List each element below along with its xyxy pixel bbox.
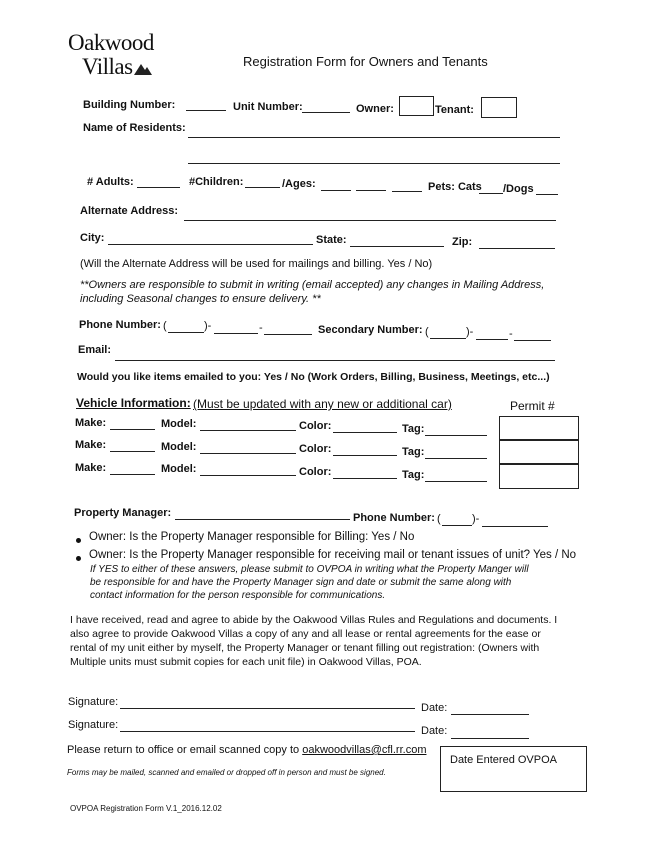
phone-area-close: )-: [204, 320, 212, 332]
forms-note: Forms may be mailed, scanned and emailed or dropped off in person and must be signed.: [67, 768, 386, 777]
return-email-link[interactable]: oakwoodvillas@cfl.rr.com: [302, 744, 427, 756]
form-version-footer: OVPOA Registration Form V.1_2016.12.02: [70, 804, 222, 813]
secondary-dash: -: [509, 328, 513, 340]
building-number-label: Building Number:: [83, 99, 176, 111]
adults-field[interactable]: [137, 187, 180, 188]
secondary-area-open: (: [425, 326, 429, 338]
alt-address-note: (Will the Alternate Address will be used for mailings and billing. Yes / No): [80, 258, 433, 270]
signature-label-1: Signature:: [68, 696, 119, 708]
adults-label: # Adults:: [87, 176, 134, 188]
pm-billing-question: Owner: Is the Property Manager responsible for Billing: Yes / No: [89, 531, 415, 543]
make-label-3: Make:: [75, 462, 107, 474]
make-label-1: Make:: [75, 417, 107, 429]
secondary-prefix-field[interactable]: [476, 339, 508, 340]
model-field-2[interactable]: [200, 453, 296, 454]
make-label-2: Make:: [75, 439, 107, 451]
agreement-line-2: also agree to provide Oakwood Villas a copy of any and all lease or rental agreements for the ease or: [70, 628, 541, 640]
permit-box-1[interactable]: [499, 416, 579, 440]
italic-note-line-2: be responsible for and have the Property Manager sign and date or submit the same along with: [90, 577, 512, 588]
age-field-2[interactable]: [356, 190, 386, 191]
ages-label: /Ages:: [282, 178, 316, 190]
secondary-area-field[interactable]: [430, 338, 466, 339]
tag-label-1: Tag:: [402, 423, 425, 435]
signature-field-1[interactable]: [120, 708, 415, 709]
pm-mail-question: Owner: Is the Property Manager responsible for receiving mail or tenant issues of unit? Yes / No: [89, 549, 577, 561]
unit-number-field[interactable]: [302, 112, 350, 113]
age-field-3[interactable]: [392, 191, 422, 192]
residents-field-2[interactable]: [188, 163, 560, 164]
make-field-2[interactable]: [110, 451, 155, 452]
dogs-field[interactable]: [536, 194, 558, 195]
pm-phone-area-field[interactable]: [442, 525, 472, 526]
signature-label-2: Signature:: [68, 719, 119, 731]
property-manager-field[interactable]: [175, 519, 350, 520]
tag-label-2: Tag:: [402, 446, 425, 458]
model-label-1: Model:: [161, 418, 197, 430]
secondary-line-field[interactable]: [514, 340, 551, 341]
agreement-line-4: Multiple units must submit copies for each unit file) in Oakwood Villas, POA.: [70, 656, 422, 668]
phone-line-field[interactable]: [264, 334, 312, 335]
pm-phone-close: )-: [472, 513, 480, 525]
owner-note-line-1: **Owners are responsible to submit in writing (email accepted) any changes in Mailing Address,: [80, 279, 545, 291]
email-label: Email:: [78, 344, 112, 356]
children-field[interactable]: [245, 187, 280, 188]
model-label-3: Model:: [161, 463, 197, 475]
bullet-2: [76, 556, 81, 561]
phone-prefix-field[interactable]: [214, 333, 258, 334]
cats-field[interactable]: [479, 193, 503, 194]
date-label-1: Date:: [421, 702, 448, 714]
building-number-field[interactable]: [186, 110, 226, 111]
tenant-checkbox[interactable]: [481, 97, 517, 118]
italic-note-line-1: If YES to either of these answers, please submit to OVPOA in writing what the Property Manger will: [90, 564, 529, 575]
pm-phone-open: (: [437, 513, 441, 525]
owner-label: Owner:: [356, 103, 394, 115]
tag-field-2[interactable]: [425, 458, 487, 459]
dogs-label: /Dogs: [503, 183, 534, 195]
color-label-2: Color:: [299, 443, 332, 455]
date-entered-label: Date Entered OVPOA: [450, 754, 557, 766]
vehicle-heading: Vehicle Information:: [76, 396, 191, 410]
date-entered-box: [440, 746, 587, 792]
page-title: Registration Form for Owners and Tenants: [243, 54, 488, 69]
email-items-question: Would you like items emailed to you: Yes / No (Work Orders, Billing, Business, Meetings, etc...): [77, 371, 550, 383]
date-field-2[interactable]: [451, 738, 529, 739]
make-field-3[interactable]: [110, 474, 155, 475]
unit-number-label: Unit Number:: [233, 101, 303, 113]
age-field-1[interactable]: [321, 190, 351, 191]
bullet-1: [76, 538, 81, 543]
pm-phone-label: Phone Number:: [353, 512, 435, 524]
tenant-label: Tenant:: [435, 104, 474, 116]
secondary-number-label: Secondary Number:: [318, 324, 423, 336]
state-field[interactable]: [350, 246, 444, 247]
tag-label-3: Tag:: [402, 469, 425, 481]
city-field[interactable]: [108, 244, 313, 245]
phone-area-field[interactable]: [168, 332, 204, 333]
date-field-1[interactable]: [451, 714, 529, 715]
logo-line-1: Oakwood: [68, 30, 154, 55]
owner-checkbox[interactable]: [399, 96, 434, 116]
agreement-line-1: I have received, read and agree to abide by the Oakwood Villas Rules and Regulations and documents. I: [70, 614, 558, 626]
phone-label: Phone Number:: [79, 319, 161, 331]
residents-label: Name of Residents:: [83, 122, 186, 134]
date-label-2: Date:: [421, 725, 448, 737]
italic-note-line-3: contact information for the person responsible for communications.: [90, 590, 386, 601]
phone-dash: -: [259, 322, 263, 334]
zip-label: Zip:: [452, 236, 473, 248]
permit-heading: Permit #: [510, 399, 555, 413]
phone-area-open: (: [163, 320, 167, 332]
signature-field-2[interactable]: [120, 731, 415, 732]
secondary-area-close: )-: [466, 326, 474, 338]
color-label-3: Color:: [299, 466, 332, 478]
alt-address-label: Alternate Address:: [80, 205, 179, 217]
owner-note-line-2: including Seasonal changes to ensure delivery. **: [80, 293, 321, 305]
model-field-1[interactable]: [200, 430, 296, 431]
property-manager-label: Property Manager:: [74, 507, 172, 519]
color-label-1: Color:: [299, 420, 332, 432]
tag-field-3[interactable]: [425, 481, 487, 482]
return-prefix: Please return to office or email scanned copy to: [67, 744, 303, 756]
state-label: State:: [316, 234, 347, 246]
make-field-1[interactable]: [110, 429, 155, 430]
email-field[interactable]: [115, 360, 555, 361]
logo-tree-icon: [134, 62, 152, 76]
agreement-line-3: rental of my unit either by myself, the Property Manager or tenant filling out registration: (Owners with: [70, 642, 540, 654]
color-field-1[interactable]: [333, 432, 397, 433]
alt-address-field[interactable]: [184, 220, 556, 221]
color-field-3[interactable]: [333, 478, 397, 479]
permit-box-3[interactable]: [499, 464, 579, 489]
pets-cats-label: Pets: Cats: [428, 181, 482, 193]
color-field-2[interactable]: [333, 455, 397, 456]
tag-field-1[interactable]: [425, 435, 487, 436]
pm-phone-number-field[interactable]: [482, 526, 548, 527]
residents-field-1[interactable]: [188, 137, 560, 138]
children-label: #Children:: [189, 176, 244, 188]
permit-box-2[interactable]: [499, 440, 579, 464]
zip-field[interactable]: [479, 248, 555, 249]
vehicle-note: (Must be updated with any new or additional car): [193, 397, 452, 411]
logo-line-2: Villas: [82, 54, 133, 79]
model-label-2: Model:: [161, 441, 197, 453]
city-label: City:: [80, 232, 105, 244]
return-instructions: [67, 744, 426, 756]
model-field-3[interactable]: [200, 475, 296, 476]
